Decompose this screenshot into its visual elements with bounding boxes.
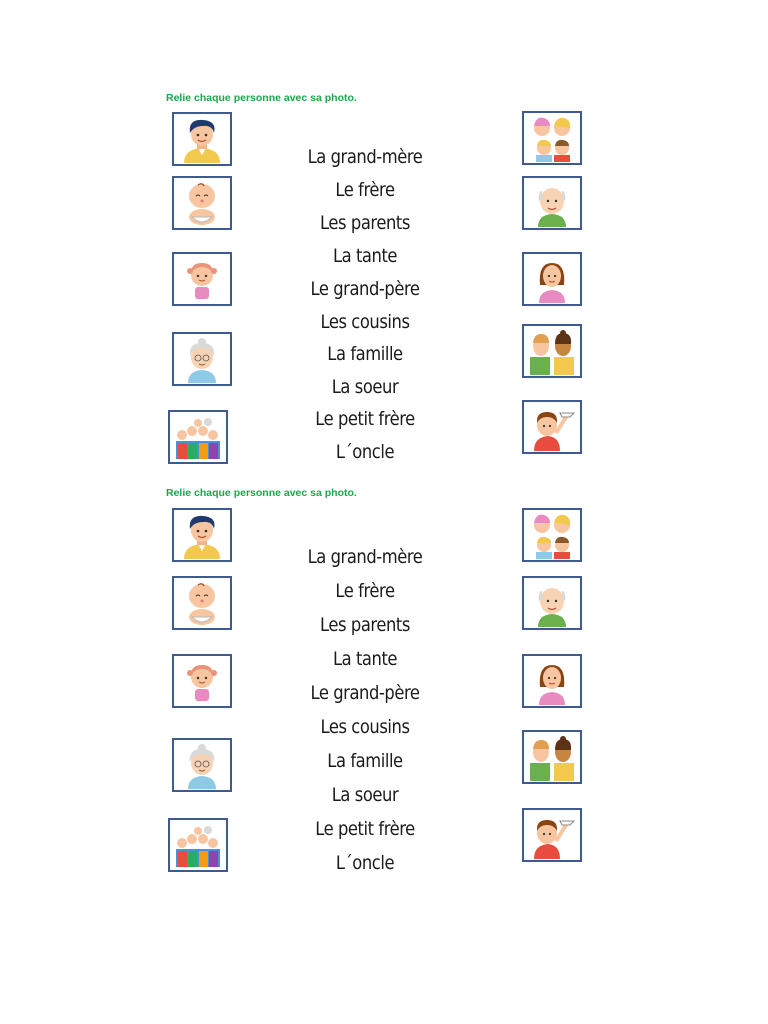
picture-couple[interactable] bbox=[522, 324, 582, 378]
word-item: L´oncle bbox=[335, 852, 395, 874]
man-icon bbox=[176, 511, 228, 559]
man-icon bbox=[176, 115, 228, 163]
word-item: Le petit frère bbox=[315, 408, 415, 430]
picture-baby[interactable] bbox=[172, 576, 232, 630]
little-girl-icon bbox=[176, 657, 228, 705]
woman-icon bbox=[526, 255, 578, 303]
word-item: La grand-mère bbox=[307, 546, 423, 568]
grandmother-icon bbox=[176, 741, 228, 789]
word-item: Le frère bbox=[335, 179, 395, 201]
woman-icon bbox=[526, 657, 578, 705]
picture-grandmother[interactable] bbox=[172, 332, 232, 386]
picture-grandfather[interactable] bbox=[522, 576, 582, 630]
picture-boy-with-plane[interactable] bbox=[522, 808, 582, 862]
word-item: La tante bbox=[332, 245, 398, 267]
picture-little-girl[interactable] bbox=[172, 654, 232, 708]
boy-with-plane-icon bbox=[526, 811, 578, 859]
picture-woman[interactable] bbox=[522, 654, 582, 708]
instruction-text: Relie chaque personne avec sa photo. bbox=[166, 487, 357, 499]
word-item: La tante bbox=[332, 648, 398, 670]
picture-couple[interactable] bbox=[522, 730, 582, 784]
couple-icon bbox=[526, 733, 578, 781]
picture-cousins-group[interactable] bbox=[522, 508, 582, 562]
word-item: Les parents bbox=[320, 614, 410, 636]
word-item: La soeur bbox=[331, 376, 399, 398]
word-item: Le grand-père bbox=[310, 278, 420, 300]
word-item: La soeur bbox=[331, 784, 399, 806]
grandfather-icon bbox=[526, 179, 578, 227]
word-item: Les cousins bbox=[320, 311, 410, 333]
word-item: La grand-mère bbox=[307, 146, 423, 168]
word-item: Les parents bbox=[320, 212, 410, 234]
picture-boy-with-plane[interactable] bbox=[522, 400, 582, 454]
word-item: La famille bbox=[327, 750, 403, 772]
picture-cousins-group[interactable] bbox=[522, 111, 582, 165]
word-item: Le petit frère bbox=[315, 818, 415, 840]
picture-man[interactable] bbox=[172, 508, 232, 562]
picture-man[interactable] bbox=[172, 112, 232, 166]
picture-woman[interactable] bbox=[522, 252, 582, 306]
grandfather-icon bbox=[526, 579, 578, 627]
instruction-text: Relie chaque personne avec sa photo. bbox=[166, 92, 357, 104]
picture-baby[interactable] bbox=[172, 176, 232, 230]
word-item: Les cousins bbox=[320, 716, 410, 738]
picture-grandfather[interactable] bbox=[522, 176, 582, 230]
picture-little-girl[interactable] bbox=[172, 252, 232, 306]
baby-icon bbox=[176, 579, 228, 627]
boy-with-plane-icon bbox=[526, 403, 578, 451]
cousins-group-icon bbox=[526, 511, 578, 559]
picture-family-group[interactable] bbox=[168, 410, 228, 464]
word-item: Le grand-père bbox=[310, 682, 420, 704]
family-group-icon bbox=[172, 821, 224, 869]
cousins-group-icon bbox=[526, 114, 578, 162]
family-group-icon bbox=[172, 413, 224, 461]
word-item: Le frère bbox=[335, 580, 395, 602]
baby-icon bbox=[176, 179, 228, 227]
word-item: L´oncle bbox=[335, 441, 395, 463]
word-item: La famille bbox=[327, 343, 403, 365]
picture-grandmother[interactable] bbox=[172, 738, 232, 792]
couple-icon bbox=[526, 327, 578, 375]
picture-family-group[interactable] bbox=[168, 818, 228, 872]
little-girl-icon bbox=[176, 255, 228, 303]
grandmother-icon bbox=[176, 335, 228, 383]
